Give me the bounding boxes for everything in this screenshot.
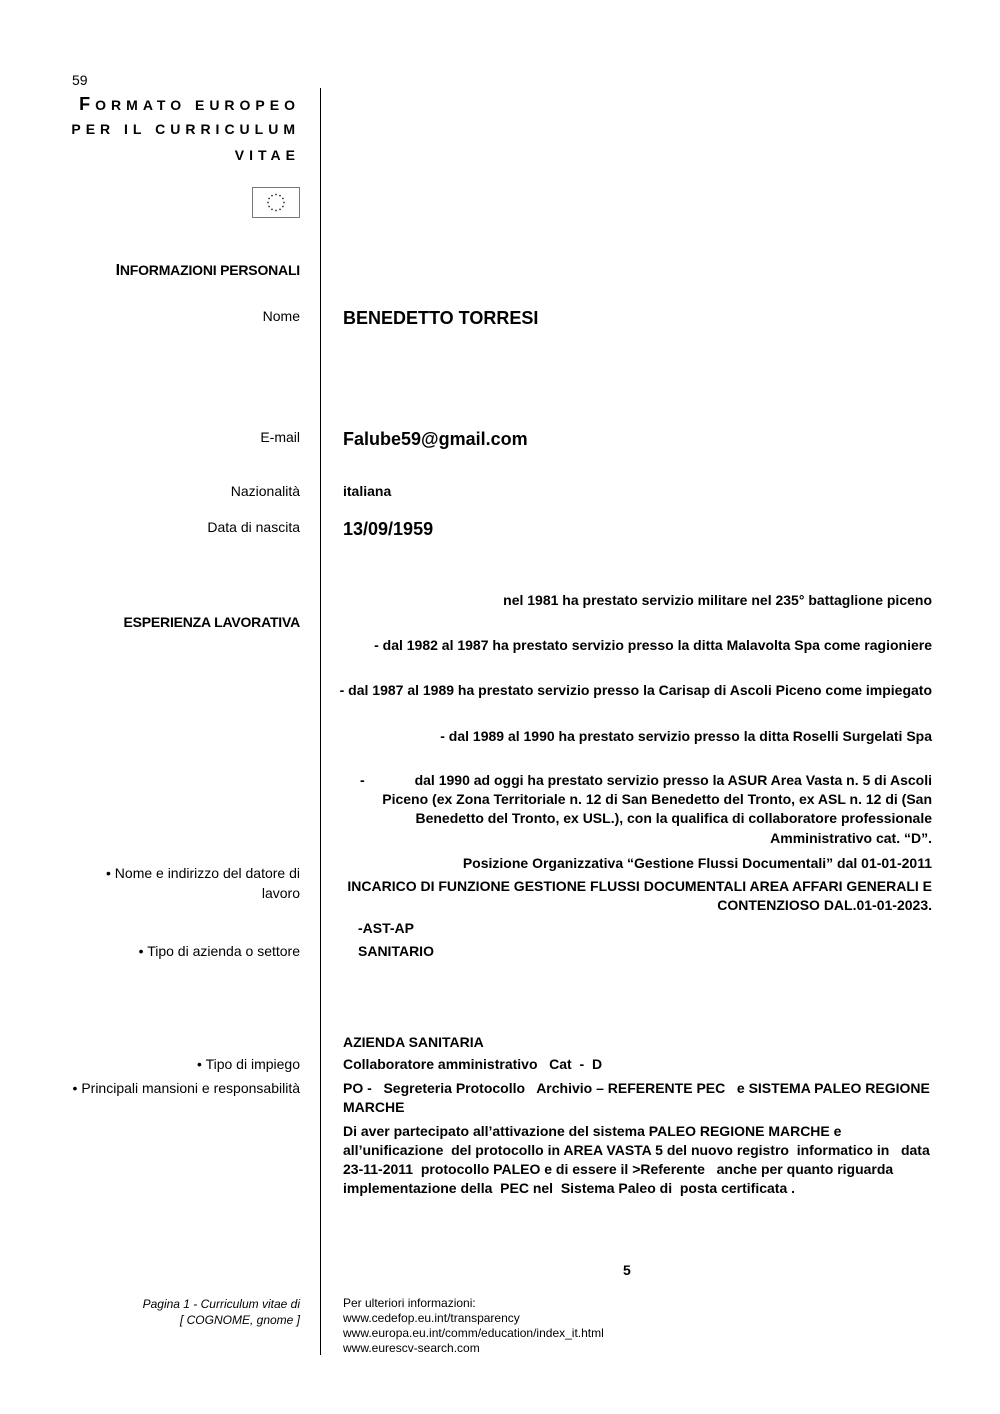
experience-line: Piceno (ex Zona Territoriale n. 12 di San Benedetto del Tronto, ex ASL n. 12 di (San <box>382 791 932 807</box>
employer-label-line-1: • Nome e indirizzo del datore di <box>106 865 300 881</box>
experience-line: Amministrativo cat. “D”. <box>770 830 932 846</box>
experience-line: Benedetto del Tronto, ex USL.), con la qualifica di collaboratore professionale <box>415 810 932 826</box>
duties-line: MARCHE <box>343 1099 405 1115</box>
eu-flag-icon <box>252 187 300 218</box>
birth-date-label: Data di nascita <box>207 519 300 535</box>
footer-page-info-line-1: Pagina 1 - Curriculum vitae di <box>142 1297 300 1311</box>
experience-line: - dal 1989 al 1990 ha prestato servizio presso la ditta Roselli Surgelati Spa <box>440 728 932 744</box>
name-value: BENEDETTO TORRESI <box>343 308 539 328</box>
footer-page-number: 5 <box>623 1262 631 1278</box>
birth-date-value: 13/09/1959 <box>343 519 434 539</box>
company-type-value: AZIENDA SANITARIA <box>343 1034 484 1050</box>
duties-line: 23-11-2011 protocollo PALEO e di essere il >Referente anche per quanto riguarda <box>343 1161 894 1177</box>
section-work-experience: ESPERIENZA LAVORATIVA <box>123 614 300 630</box>
cv-title-line-2: PER IL CURRICULUM <box>71 121 300 137</box>
employer-label-line-2: lavoro <box>261 885 300 901</box>
name-label: Nome <box>262 308 300 324</box>
email-value: Falube59@gmail.com <box>343 429 528 449</box>
sector-value: SANITARIO <box>358 943 434 959</box>
footer-link-eurescv[interactable]: www.eurescv-search.com <box>343 1341 480 1355</box>
job-type-label: • Tipo di impiego <box>197 1056 300 1072</box>
experience-line: CONTENZIOSO DAL.01-01-2023. <box>717 897 932 913</box>
experience-line: Posizione Organizzativa “Gestione Flussi Documentali” dal 01-01-2011 <box>462 855 932 871</box>
cv-title-line-3: VITAE <box>234 147 300 163</box>
duties-line: PO - Segreteria Protocollo Archivio – REFERENTE PEC e SISTEMA PALEO REGIONE <box>343 1080 930 1096</box>
sector-label: • Tipo di azienda o settore <box>138 943 300 959</box>
footer-more-info-label: Per ulteriori informazioni: <box>343 1296 476 1310</box>
duties-line: implementazione della PEC nel Sistema Paleo di posta certificata . <box>343 1180 796 1196</box>
experience-line: nel 1981 ha prestato servizio militare nel 235° battaglione piceno <box>503 592 932 608</box>
experience-line: dal 1990 ad oggi ha prestato servizio presso la ASUR Area Vasta n. 5 di Ascoli <box>414 772 932 788</box>
job-type-value: Collaboratore amministrativo Cat - D <box>343 1056 603 1072</box>
footer-link-europa[interactable]: www.europa.eu.int/comm/education/index_it.html <box>343 1326 604 1340</box>
nationality-value: italiana <box>343 483 392 499</box>
duties-line: Di aver partecipato all’attivazione del sistema PALEO REGIONE MARCHE e <box>343 1123 842 1139</box>
email-label: E-mail <box>260 429 300 445</box>
page-number: 59 <box>72 72 88 88</box>
footer-link-cedefop[interactable]: www.cedefop.eu.int/transparency <box>343 1311 520 1325</box>
experience-line: - dal 1987 al 1989 ha prestato servizio presso la Carisap di Ascoli Piceno come impiegato <box>339 682 932 698</box>
column-divider <box>320 88 321 1355</box>
experience-bullet-dash: - <box>360 772 365 788</box>
footer-page-info-line-2: [ COGNOME, gnome ] <box>179 1313 300 1327</box>
section-personal-info: INFORMAZIONI PERSONALI <box>115 262 300 279</box>
duties-line: all’unificazione del protocollo in AREA VASTA 5 del nuovo registro informatico in data <box>343 1142 930 1158</box>
employer-value: -AST-AP <box>358 920 414 936</box>
nationality-label: Nazionalità <box>230 483 300 499</box>
experience-line: - dal 1982 al 1987 ha prestato servizio presso la ditta Malavolta Spa come ragioniere <box>374 637 932 653</box>
experience-line: INCARICO DI FUNZIONE GESTIONE FLUSSI DOCUMENTALI AREA AFFARI GENERALI E <box>347 878 932 894</box>
cv-title-line-1: FORMATO EUROPEO <box>79 94 300 114</box>
duties-label: • Principali mansioni e responsabilità <box>72 1080 300 1096</box>
